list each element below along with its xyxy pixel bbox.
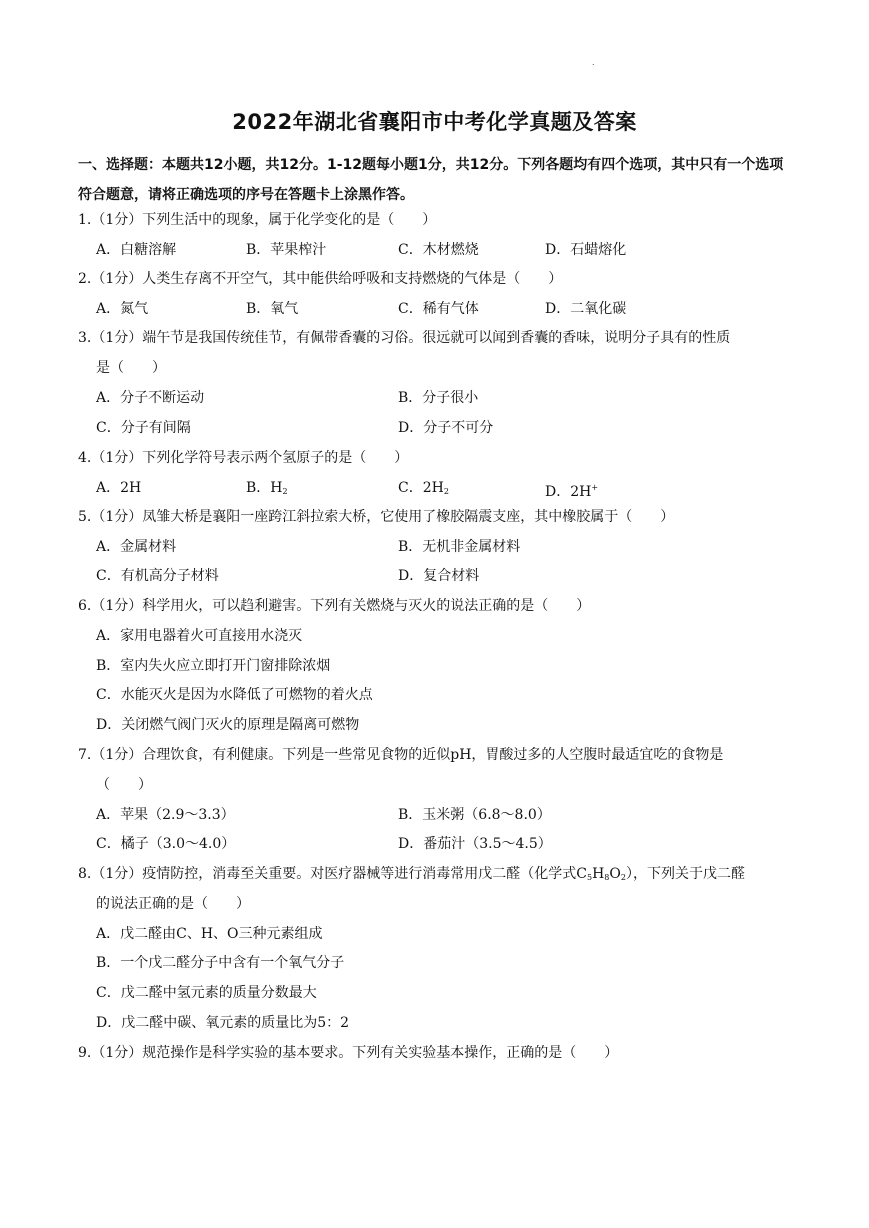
question-5-option-a: A．金属材料 — [96, 539, 177, 555]
question-3-stem: 3.（1分）端午节是我国传统佳节，有佩带香囊的习俗。很远就可以闻到香囊的香味，说明分子具有的性质 — [78, 330, 731, 346]
question-2-option-a: A．氮气 — [96, 301, 149, 317]
question-7-option-d: D．番茄汁（3.5～4.5） — [398, 836, 552, 852]
question-4-option-a: A．2H — [96, 480, 142, 496]
question-5-stem: 5.（1分）凤雏大桥是襄阳一座跨江斜拉索大桥，它使用了橡胶隔震支座，其中橡胶属于（ ） — [78, 509, 675, 525]
question-8-option-b: B．一个戊二醛分子中含有一个氧气分子 — [96, 955, 345, 971]
question-5-option-b: B．无机非金属材料 — [398, 539, 521, 555]
question-6-option-b: B．室内失火应立即打开门窗排除浓烟 — [96, 658, 331, 674]
question-3-option-a: A．分子不断运动 — [96, 390, 205, 406]
question-7-stem-continued: （ ） — [96, 777, 152, 793]
question-2-option-d: D．二氧化碳 — [545, 301, 627, 317]
question-3-option-d: D．分子不可分 — [398, 420, 494, 436]
question-7-option-c: C．橘子（3.0～4.0） — [96, 836, 236, 852]
question-3-option-c: C．分子有间隔 — [96, 420, 191, 436]
question-6-stem: 6.（1分）科学用火，可以趋利避害。下列有关燃烧与灭火的说法正确的是（ ） — [78, 598, 591, 614]
question-2-option-b: B．氧气 — [246, 301, 299, 317]
question-7-option-a: A．苹果（2.9～3.3） — [96, 807, 235, 823]
question-8-stem-continued: 的说法正确的是（ ） — [96, 896, 250, 912]
question-5-option-d: D．复合材料 — [398, 568, 480, 584]
page-title: 2022年湖北省襄阳市中考化学真题及答案 — [232, 110, 637, 134]
question-6-option-c: C．水能灭火是因为水降低了可燃物的着火点 — [96, 687, 373, 703]
question-6-option-d: D．关闭燃气阀门灭火的原理是隔离可燃物 — [96, 717, 360, 733]
question-2-option-c: C．稀有气体 — [398, 301, 479, 317]
question-2-stem: 2.（1分）人类生存离不开空气，其中能供给呼吸和支持燃烧的气体是（ ） — [78, 271, 563, 287]
question-5-option-c: C．有机高分子材料 — [96, 568, 219, 584]
question-8-stem: 8.（1分）疫情防控，消毒至关重要。对医疗器械等进行消毒常用戊二醛（化学式$C_5H_8O_2$），下列关于戊二醛 — [78, 866, 745, 882]
question-4-stem: 4.（1分）下列化学符号表示两个氢原子的是（ ） — [78, 450, 409, 466]
question-1-stem: 1.（1分）下列生活中的现象，属于化学变化的是（ ） — [78, 212, 437, 228]
question-4-option-b: B．$H_2$ — [246, 480, 288, 496]
question-1-option-d: D．石蜡熔化 — [545, 242, 627, 258]
question-8-option-d: D．戊二醛中碳、氧元素的质量比为5：2 — [96, 1015, 350, 1031]
section-heading: 一、选择题：本题共12小题，共12分。1-12题每小题1分，共12分。下列各题均有四个选项，其中只有一个选项符合题意，请将正确选项的序号在答题卡上涂黑作答。 — [78, 157, 784, 203]
question-3-option-b: B．分子很小 — [398, 390, 479, 406]
question-1-option-a: A．白糖溶解 — [96, 242, 177, 258]
question-6-option-a: A．家用电器着火可直接用水浇灭 — [96, 628, 303, 644]
question-7-option-b: B．玉米粥（6.8～8.0） — [398, 807, 551, 823]
question-1-option-b: B．苹果榨汁 — [246, 242, 327, 258]
question-7-stem: 7.（1分）合理饮食，有利健康。下列是一些常见食物的近似pH，胃酸过多的人空腹时最适宜吃的食物是 — [78, 747, 724, 763]
question-8-option-c: C．戊二醛中氢元素的质量分数最大 — [96, 985, 317, 1001]
question-9-stem: 9.（1分）规范操作是科学实验的基本要求。下列有关实验基本操作，正确的是（ ） — [78, 1045, 619, 1061]
question-4-option-c: C．$2H_2$ — [398, 480, 449, 496]
question-4-option-d: D．2H+ — [545, 483, 599, 500]
question-3-stem-continued: 是（ ） — [96, 360, 166, 376]
header-dot: . — [592, 58, 595, 67]
question-1-option-c: C．木材燃烧 — [398, 242, 479, 258]
question-8-option-a: A．戊二醛由C、H、O三种元素组成 — [96, 926, 323, 942]
